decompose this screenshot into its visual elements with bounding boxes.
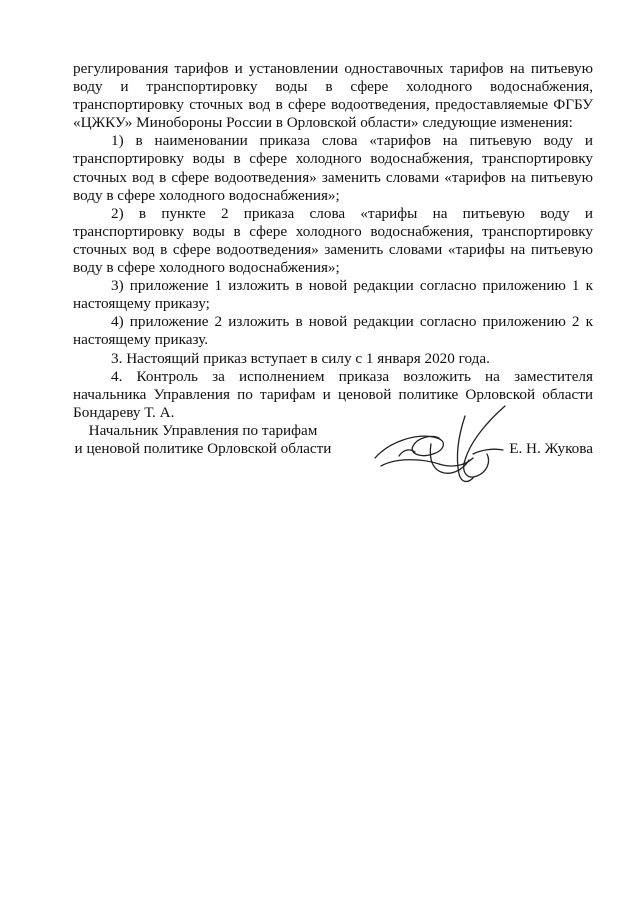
paragraph-item-1: 1) в наименовании приказа слова «тарифов на питьевую воду и транспортировку воды в сфере холодного водоснабжения, транспортировку сточных вод в сфере водоотведения» заменить словами «тарифов на питьевую воду в сфере холодного водоснабжения»; [73, 132, 593, 204]
paragraph-continuation: регулирования тарифов и установлении одноставочных тарифов на питьевую воду и транспортировку воды в сфере холодного водоснабжения, транспортировку сточных вод в сфере водоотведения, предоставляемые ФГБУ «ЦЖКУ» Минобороны России в Орловской области» следующие изменения: [73, 60, 593, 132]
signatory-title [73, 422, 333, 458]
handwritten-signature [369, 398, 519, 488]
paragraph-clause-4: 4. Контроль за исполнением приказа возложить на заместителя начальника Управления по тарифам и ценовой политике Орловской области Бондареву Т. А. [73, 367, 593, 421]
signature-strokes [375, 406, 505, 481]
document-body [73, 60, 593, 422]
signatory-title-line-2: и ценовой политике Орловской области [74, 440, 332, 458]
signature-block [73, 422, 593, 502]
paragraph-item-3: 3) приложение 1 изложить в новой редакции согласно приложению 1 к настоящему приказу; [73, 277, 593, 313]
paragraph-item-2: 2) в пункте 2 приказа слова «тарифы на питьевую воду и транспортировку воды в сфере холодного водоснабжения, транспортировку сточных вод в сфере водоотведения» заменить словами «тарифы на питьевую воду в сфере холодного водоснабжения»; [73, 204, 593, 277]
signatory-name: Е. Н. Жукова [509, 440, 593, 457]
paragraph-clause-3: 3. Настоящий приказ вступает в силу с 1 января 2020 года. [111, 349, 490, 367]
signatory-title-line-1: Начальник Управления по тарифам [88, 422, 318, 439]
paragraph-item-4: 4) приложение 2 изложить в новой редакции согласно приложению 2 к настоящему приказу. [73, 313, 593, 349]
